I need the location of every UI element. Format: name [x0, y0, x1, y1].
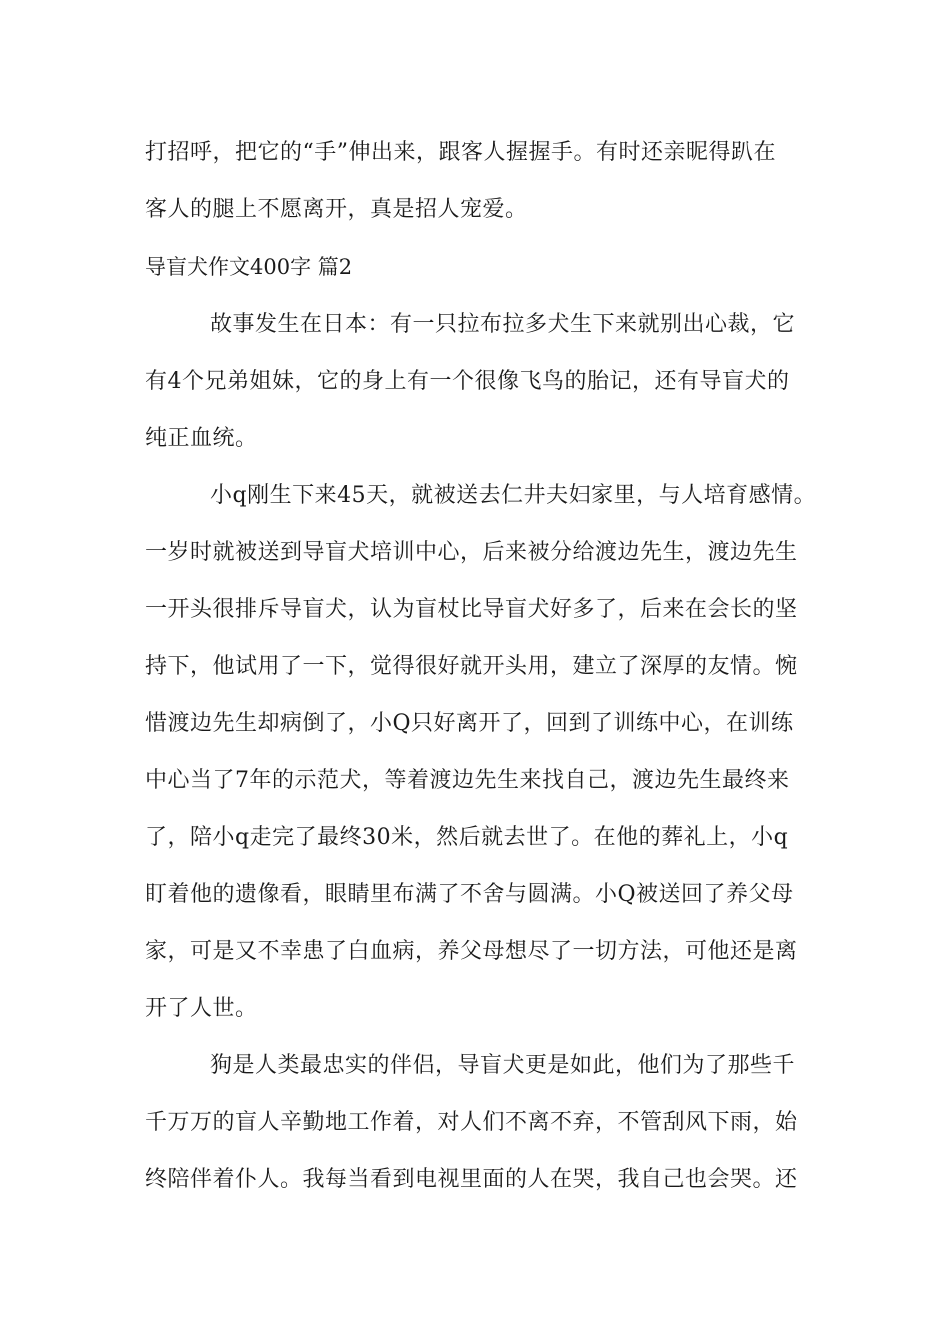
text-line: 客人的腿上不愿离开，真是招人宠爱。 [145, 197, 528, 222]
text-line: 小q刚生下来45天，就被送去仁井夫妇家里，与人培育感情。 [210, 483, 817, 508]
text-line: 盯着他的遗像看，眼睛里布满了不舍与圆满。小Q被送回了养父母 [145, 882, 794, 907]
text-line: 一开头很排斥导盲犬，认为盲杖比导盲犬好多了，后来在会长的坚 [145, 597, 798, 622]
text-line: 纯正血统。 [145, 426, 258, 451]
text-line: 一岁时就被送到导盲犬培训中心，后来被分给渡边先生，渡边先生 [145, 540, 798, 565]
section-heading: 导盲犬作文400字 篇2 [145, 255, 353, 279]
text-line: 有4个兄弟姐妹，它的身上有一个很像飞鸟的胎记，还有导盲犬的 [145, 369, 790, 394]
text-line: 狗是人类最忠实的伴侣，导盲犬更是如此，他们为了那些千 [210, 1053, 796, 1078]
text-line: 持下，他试用了一下，觉得很好就开头用，建立了深厚的友情。惋 [145, 654, 798, 679]
text-line: 了，陪小q走完了最终30米，然后就去世了。在他的葬礼上，小q [145, 825, 789, 850]
text-line: 打招呼，把它的“手”伸出来，跟客人握握手。有时还亲昵得趴在 [145, 140, 776, 165]
text-line: 开了人世。 [145, 996, 258, 1021]
text-line: 中心当了7年的示范犬，等着渡边先生来找自己，渡边先生最终来 [145, 768, 790, 793]
text-line: 千万万的盲人辛勤地工作着，对人们不离不弃，不管刮风下雨，始 [145, 1110, 798, 1135]
text-line: 家，可是又不幸患了白血病，养父母想尽了一切方法，可他还是离 [145, 939, 798, 964]
text-line: 惜渡边先生却病倒了，小Q只好离开了，回到了训练中心，在训练 [145, 711, 794, 736]
text-line: 故事发生在日本：有一只拉布拉多犬生下来就别出心裁，它 [210, 312, 796, 337]
text-line: 终陪伴着仆人。我每当看到电视里面的人在哭，我自己也会哭。还 [145, 1167, 798, 1192]
